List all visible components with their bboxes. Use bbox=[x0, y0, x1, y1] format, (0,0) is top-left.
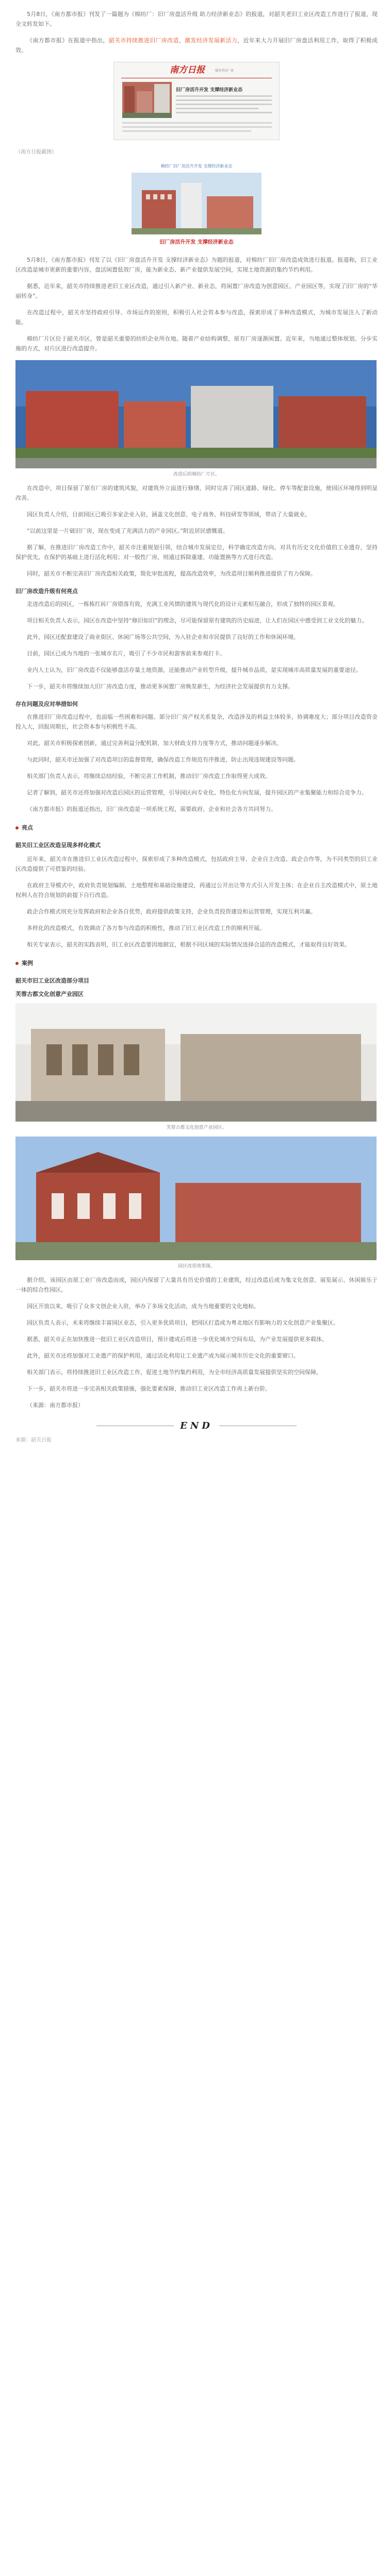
body-paragraph-30: 园区开放以来，吸引了众多文创企业入驻，举办了多场文化活动，成为当地重要的文化地标。 bbox=[27, 1303, 259, 1310]
section-heading-5: 芙蓉古都文化创意产业园区 bbox=[15, 991, 84, 997]
section-heading-3: 韶关旧工业区改造呈现多样化模式 bbox=[15, 842, 101, 849]
photo-1-caption: 改造后的棉纺厂片区。 bbox=[173, 472, 220, 477]
end-marker bbox=[15, 1420, 378, 1431]
bullet-label-1: 亮点 bbox=[22, 824, 33, 831]
body-paragraph-17: 下一步，韶关市将继续加大旧厂房改造力度，推动更多闲置厂房焕发新生，为经济社会发展提供有力支撑。 bbox=[27, 683, 293, 690]
section-heading-2: 存在问题及应对举措如何 bbox=[15, 701, 78, 707]
body-paragraph-21: 相关部门负责人表示，将继续总结经验，不断完善工作机制，推动旧厂房改造工作取得更大成效。 bbox=[27, 773, 271, 779]
body-paragraph-10: 据了解，在推进旧厂房改造工作中，韶关市注重规划引领，结合城市发展定位，科学确定改造方向。对具有历史文化价值的工业遗存，坚持保护优先，在保护的基础上进行活化利用；对一般性厂房，则通过拆除重建、功能置换等方式进行改造。 bbox=[15, 544, 378, 561]
body-paragraph-22: 记者了解到，韶关市还将加强对改造后园区的运营管理，引导园区向专业化、特色化方向发展，提升园区的产业集聚能力和综合竞争力。 bbox=[27, 789, 367, 796]
body-paragraph-28: 相关专家表示，韶关的实践表明，旧工业区改造要因地制宜，根据不同区域的实际情况选择合适的改造模式，才能取得良好效果。 bbox=[27, 941, 350, 948]
feature-headline: 旧厂房活升开发 支撑经济新业态 bbox=[159, 240, 234, 245]
intro-paragraph-1: 5月8日，《南方都市报》刊发了一篇题为《棉纺厂：旧厂房盘活升级 助力经济新业态》的报道，对韶关老旧工业区改造工作进行了报道，现全文转发如下。 bbox=[15, 11, 378, 27]
intro-paragraph-2 bbox=[15, 36, 378, 55]
body-paragraph-27: 多样化的改造模式，有效调动了各方参与改造的积极性，推动了旧工业区改造工作的顺利开展。 bbox=[27, 925, 265, 931]
body-paragraph-25: 在政府主导模式中，政府负责规划编制、土地整理和基础设施建设，再通过公开出让等方式引入开发主体；在企业自主改造模式中，原土地权利人在符合规划的前提下自行改造。 bbox=[15, 882, 378, 899]
body-paragraph-18: 在推进旧厂房改造过程中，也面临一些困难和问题。部分旧厂房产权关系复杂，改造涉及的利益主体较多，协调难度大；部分项目改造资金投入大，回报周期长，社会资本参与积极性不高。 bbox=[15, 714, 378, 730]
body-paragraph-15: 目前，园区已成为当地的一张城市名片，吸引了不少市民和游客前来参观打卡。 bbox=[27, 650, 225, 657]
body-paragraph-26: 政企合作模式则充分发挥政府和企业各自优势，政府提供政策支持，企业负责投资建设和运营管理，实现互利共赢。 bbox=[27, 908, 316, 915]
intro-p2-a: 《南方都市报》在报道中指出， bbox=[27, 37, 109, 44]
feature-image bbox=[119, 160, 274, 248]
body-paragraph-14: 此外，园区还配套建设了商业街区、休闲广场等公共空间，为入驻企业和市民提供了良好的工作和休闲环境。 bbox=[27, 634, 299, 640]
photo-3-caption: 园区改造效果图。 bbox=[177, 1264, 215, 1269]
body-paragraph-3: 5月8日，《南方都市报》刊发了以《旧厂房盘活升开发 支撑经济新业态》为题的报道，对棉纺厂旧厂房改造成效进行报道。报道称，旧工业区改造是城市更新的重要内容，盘活闲置低效厂房，能为新业态、新产业提供发展空间，实现土地资源的集约节约利用。 bbox=[15, 257, 378, 273]
body-paragraph-34: 相关部门表示，将持续推进旧工业区改造工作，促进土地节约集约利用，为全市经济高质量发展提供坚实的空间保障。 bbox=[27, 1369, 322, 1376]
photo-2-caption: 芙蓉古都文化创意产业园区。 bbox=[166, 1125, 227, 1130]
intro-p2-b: ，近年来大力开展旧厂房盘活利用工作，取得了积极成效。 bbox=[15, 37, 378, 54]
body-paragraph-9: “以前这里是一片破旧厂房，现在变成了充满活力的产业园区。”附近居民感慨道。 bbox=[27, 528, 228, 534]
body-paragraph-36: （来源：南方都市报） bbox=[27, 1402, 84, 1409]
industrial-park-photo bbox=[15, 360, 377, 468]
body-paragraph-4: 据悉，近年来，韶关市持续推进老旧工业区改造，通过引入新产业、新业态，将闲置厂房改造为创意园区、产业园区等，实现了旧厂房的“华丽转身”。 bbox=[15, 283, 378, 299]
intro-highlight: 韶关市持续推进旧厂房改造，激发经济发展新活力 bbox=[108, 37, 238, 44]
body-paragraph-13: 项目相关负责人表示，园区在改造中坚持“修旧如旧”的理念，尽可能保留原有建筑的历史痕迹，让人们在园区中感受到工业文化的魅力。 bbox=[27, 617, 368, 624]
newspaper-headline: 旧厂房活升开发 支撑经济新业态 bbox=[176, 88, 243, 93]
bullet-label-2: 案例 bbox=[22, 960, 33, 967]
body-paragraph-23: 《南方都市报》的报道还指出，旧厂房改造是一项系统工程，需要政府、企业和社会各方共同努力。 bbox=[27, 806, 276, 812]
body-paragraph-24: 近年来，韶关市在推进旧工业区改造过程中，探索形成了多种改造模式，包括政府主导、企业自主改造、政企合作等，为不同类型的旧工业区改造提供了可借鉴的经验。 bbox=[15, 856, 378, 872]
body-paragraph-33: 此外，韶关市还将加强对工业遗产的保护利用，通过活化利用让工业遗产成为展示城市历史文化的重要窗口。 bbox=[27, 1352, 299, 1359]
section-heading-1: 旧厂房改造升级有何亮点 bbox=[15, 588, 78, 595]
newspaper-brand: 南方日报 bbox=[170, 65, 205, 75]
body-paragraph-32: 据悉，韶关市正在加快推进一批旧工业区改造项目，预计建成后将进一步优化城市空间布局，为产业发展提供更多载体。 bbox=[27, 1336, 328, 1343]
body-paragraph-35: 下一步，韶关市将进一步完善相关政策措施，强化要素保障，推动旧工业区改造工作再上新台阶。 bbox=[27, 1385, 271, 1392]
body-paragraph-29: 据介绍，该园区由原工业厂房改造而成，园区内保留了大量具有历史价值的工业建筑，经过改造后成为集文化创意、展览展示、休闲娱乐于一体的综合性园区。 bbox=[15, 1277, 378, 1293]
section-heading-4: 韶关市旧工业区改造部分项目 bbox=[15, 977, 89, 984]
body-paragraph-5: 在改造过程中，韶关市坚持政府引导、市场运作的原则，积极引入社会资本参与改造，探索形成了多种改造模式，为城市发展注入了新动能。 bbox=[15, 309, 378, 326]
clipping-caption: （南方日报截图） bbox=[15, 149, 57, 155]
newspaper-clipping-image bbox=[113, 62, 280, 140]
body-paragraph-7: 在改造中，项目保留了原有厂房的建筑风貌，对建筑外立面进行修缮，同时完善了园区道路、绿化、停车等配套设施，使园区环境得到明显改善。 bbox=[15, 485, 378, 501]
newspaper-tagline: 服务老旧厂房 bbox=[215, 69, 234, 73]
bullet-dot-icon bbox=[15, 962, 19, 965]
body-paragraph-12: 走进改造后的园区，一栋栋红砖厂房错落有致，充满工业风情的建筑与现代化的设计元素相互融合，形成了独特的园区景观。 bbox=[27, 601, 339, 607]
body-paragraph-31: 园区负责人表示，未来将继续丰富园区业态，引入更多优质项目，把园区打造成为粤北地区有影响力的文化创意产业集聚区。 bbox=[27, 1319, 339, 1326]
body-paragraph-19: 对此，韶关市积极探索创新，通过完善利益分配机制、加大财政支持力度等方式，推动问题逐步解决。 bbox=[27, 740, 282, 747]
body-paragraph-6: 棉纺厂片区位于韶关市区，曾是韶关重要的纺织企业所在地。随着产业结构调整，原有厂房逐渐闲置。近年来，当地通过整体规划、分步实施的方式，对片区进行改造提升。 bbox=[15, 335, 378, 352]
body-paragraph-16: 业内人士认为，旧厂房改造不仅能够盘活存量土地资源，还能推动产业转型升级，提升城市品质，是实现城市高质量发展的重要途径。 bbox=[27, 667, 362, 673]
bullet-title-cases bbox=[15, 959, 378, 967]
feature-subtitle: 棉纺厂旧厂房活升开发 支撑经济新业态 bbox=[160, 164, 233, 168]
bullet-dot-icon bbox=[15, 826, 19, 829]
cultural-park-photo bbox=[15, 1003, 377, 1122]
footer-source-note: 来源：韶关日报 bbox=[15, 1437, 52, 1443]
renovation-rendering-photo bbox=[15, 1137, 377, 1260]
body-paragraph-8: 园区负责人介绍，目前园区已吸引多家企业入驻，涵盖文化创意、电子商务、科技研发等领域，带动了大量就业。 bbox=[27, 511, 311, 518]
body-paragraph-20: 与此同时，韶关市还加强了对改造项目的监督管理，确保改造工作规范有序推进，防止出现违规建设等问题。 bbox=[27, 756, 299, 763]
bullet-title-highlights bbox=[15, 823, 378, 832]
body-paragraph-11: 同时，韶关市不断完善旧厂房改造相关政策，简化审批流程，提高改造效率，为改造项目顺利推进提供了有力保障。 bbox=[27, 570, 316, 577]
end-text: END bbox=[180, 1420, 213, 1431]
